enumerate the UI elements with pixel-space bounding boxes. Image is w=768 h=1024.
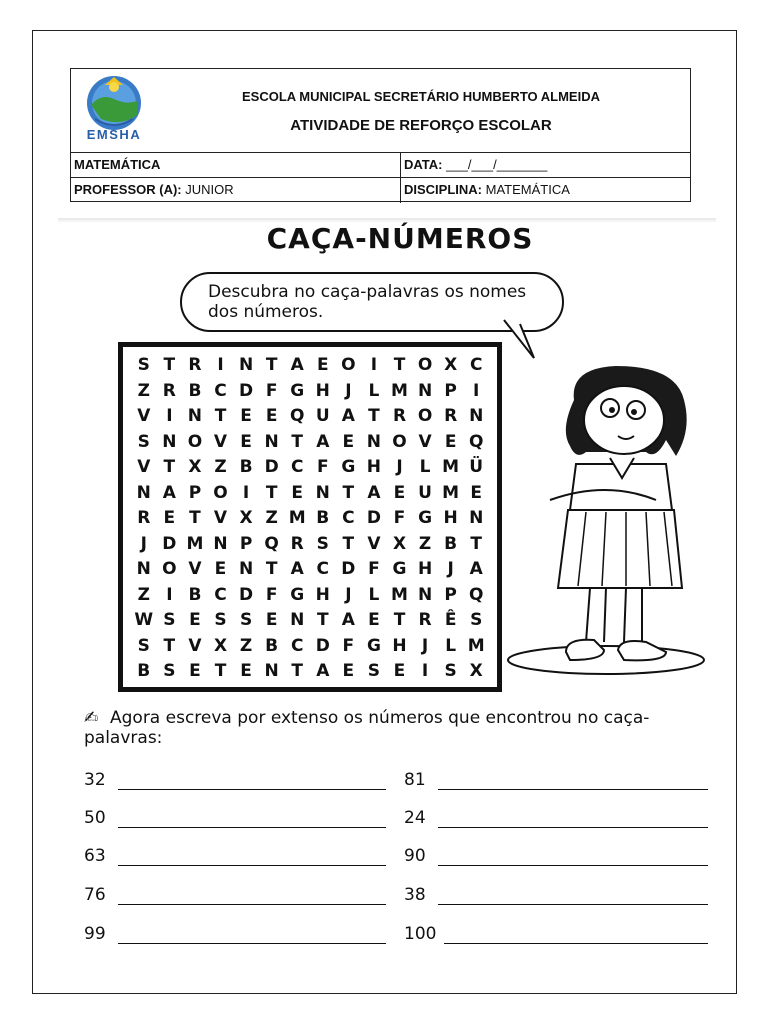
grid-letter[interactable]: S [444, 661, 457, 681]
grid-letter[interactable]: R [162, 380, 176, 401]
grid-letter[interactable]: M [391, 380, 408, 401]
grid-letter[interactable]: I [421, 661, 429, 681]
answer-line[interactable] [118, 904, 386, 905]
grid-letter[interactable]: M [391, 584, 408, 605]
answer-line[interactable] [438, 904, 708, 905]
grid-letter[interactable]: T [393, 610, 406, 630]
grid-letter[interactable]: N [238, 355, 254, 375]
instruction [84, 708, 724, 748]
answer-number: 100 [404, 924, 437, 944]
grid-letter[interactable]: X [213, 635, 228, 656]
grid-letter[interactable]: E [163, 508, 176, 528]
grid-letter[interactable]: W [134, 610, 154, 630]
grid-letter[interactable]: M [288, 508, 306, 528]
answer-row-left-4 [84, 885, 386, 909]
grid-letter[interactable]: S [367, 661, 381, 681]
answer-number: 24 [404, 808, 426, 828]
logo-text: EMSHA [86, 127, 142, 142]
grid-letter[interactable]: V [213, 431, 228, 452]
grid-letter[interactable]: F [265, 584, 278, 605]
grid-letter[interactable]: N [417, 584, 433, 605]
grid-letter[interactable]: I [217, 355, 224, 375]
grid-letter[interactable]: S [137, 431, 150, 452]
grid-letter[interactable]: E [189, 610, 201, 630]
answer-number: 32 [84, 770, 106, 790]
grid-letter[interactable]: G [366, 635, 381, 656]
grid-letter[interactable]: A [469, 559, 483, 579]
grid-letter[interactable]: J [345, 380, 352, 401]
grid-letter[interactable]: U [315, 406, 330, 426]
grid-letter[interactable]: E [368, 610, 380, 630]
grid-letter[interactable]: E [342, 431, 355, 452]
grid-letter[interactable]: I [473, 380, 480, 401]
grid-letter[interactable]: C [290, 457, 304, 477]
grid-letter[interactable]: T [214, 406, 227, 426]
grid-letter[interactable]: T [214, 661, 227, 681]
grid-letter[interactable]: B [444, 533, 458, 554]
grid-letter[interactable]: T [265, 482, 278, 503]
grid-letter[interactable]: E [393, 661, 406, 681]
grid-letter[interactable]: E [291, 482, 304, 503]
grid-letter[interactable]: X [392, 533, 407, 554]
grid-letter[interactable]: O [162, 559, 177, 579]
grid-letter[interactable]: G [290, 380, 305, 401]
grid-letter[interactable]: T [163, 635, 176, 656]
grid-letter[interactable]: N [136, 482, 151, 503]
grid-letter[interactable]: Q [468, 431, 484, 452]
grid-letter[interactable]: H [315, 584, 330, 605]
grid-letter[interactable]: N [290, 610, 305, 630]
grid-letter[interactable]: D [366, 508, 381, 528]
grid-letter[interactable]: P [188, 482, 202, 503]
grid-letter[interactable]: G [341, 457, 356, 477]
grid-letter[interactable]: T [265, 355, 278, 375]
grid-letter[interactable]: P [239, 533, 253, 554]
grid-letter[interactable]: Q [264, 533, 279, 554]
grid-letter[interactable]: H [392, 635, 407, 656]
grid-letter[interactable]: E [265, 610, 278, 630]
grid-letter[interactable]: Z [239, 635, 253, 656]
grid-letter[interactable]: F [342, 635, 355, 656]
grid-letter[interactable]: N [315, 482, 330, 503]
grid-letter[interactable]: V [418, 431, 432, 452]
grid-letter[interactable]: D [239, 584, 254, 605]
school-name: ESCOLA MUNICIPAL SECRETÁRIO HUMBERTO ALMEIDA [242, 89, 600, 104]
answer-row-left-5 [84, 924, 386, 948]
answer-number: 50 [84, 808, 106, 828]
discipline-value: MATEMÁTICA [485, 182, 570, 197]
grid-letter[interactable]: V [137, 406, 151, 426]
grid-letter[interactable]: T [316, 610, 329, 630]
grid-letter[interactable]: N [213, 533, 228, 554]
grid-letter[interactable]: S [163, 661, 176, 681]
answer-line[interactable] [118, 827, 386, 828]
grid-letter[interactable]: D [239, 380, 254, 401]
grid-letter[interactable]: A [341, 406, 355, 426]
grid-letter[interactable]: B [188, 584, 202, 605]
grid-letter[interactable]: H [366, 457, 382, 477]
grid-letter[interactable]: F [393, 508, 406, 528]
answer-number: 63 [84, 846, 106, 866]
grid-letter[interactable]: X [444, 355, 458, 375]
grid-letter[interactable]: E [240, 661, 252, 681]
grid-letter[interactable]: O [341, 355, 356, 375]
grid-letter[interactable]: J [345, 584, 352, 605]
answer-number: 99 [84, 924, 106, 944]
grid-letter[interactable]: N [264, 661, 279, 681]
grid-letter[interactable]: H [443, 508, 458, 528]
grid-letter[interactable]: C [214, 584, 227, 605]
grid-letter[interactable]: D [264, 457, 279, 477]
grid-letter[interactable]: A [162, 482, 176, 503]
grid-letter[interactable]: A [341, 610, 355, 630]
answer-row-right-4 [404, 885, 708, 909]
grid-letter[interactable]: N [162, 431, 177, 452]
grid-letter[interactable]: S [470, 610, 483, 630]
grid-letter[interactable]: N [366, 431, 382, 452]
grid-letter[interactable]: B [239, 457, 253, 477]
grid-letter[interactable]: U [418, 482, 432, 503]
answer-line[interactable] [118, 943, 386, 944]
grid-letter[interactable]: L [368, 380, 380, 401]
answer-line[interactable] [438, 827, 708, 828]
grid-letter[interactable]: E [189, 661, 201, 681]
grid-letter[interactable]: O [187, 431, 203, 452]
grid-letter[interactable]: F [368, 559, 380, 579]
grid-letter[interactable]: F [316, 457, 329, 477]
answer-line[interactable] [118, 789, 386, 790]
grid-letter[interactable]: P [444, 584, 457, 605]
grid-letter[interactable]: I [166, 584, 173, 605]
grid-letter[interactable]: D [341, 559, 356, 579]
grid-letter[interactable]: N [187, 406, 203, 426]
grid-letter[interactable]: G [418, 508, 433, 528]
grid-letter[interactable]: X [239, 508, 253, 528]
grid-letter[interactable]: R [418, 610, 432, 630]
grid-letter[interactable]: D [162, 533, 177, 554]
grid-letter[interactable]: S [239, 610, 253, 630]
grid-letter[interactable]: S [214, 610, 227, 630]
grid-letter[interactable]: S [316, 533, 329, 554]
grid-letter[interactable]: Z [137, 380, 150, 401]
grid-letter[interactable]: R [392, 406, 407, 426]
grid-letter[interactable]: S [163, 610, 176, 630]
grid-letter[interactable]: M [442, 482, 460, 503]
grid-letter[interactable]: Ê [444, 610, 457, 630]
grid-letter[interactable]: N [264, 431, 279, 452]
grid-letter[interactable]: N [238, 559, 254, 579]
grid-letter[interactable]: E [393, 482, 406, 503]
grid-letter[interactable]: T [393, 355, 406, 375]
grid-letter[interactable]: R [290, 533, 304, 554]
grid-letter[interactable]: O [392, 431, 407, 452]
grid-letter[interactable]: N [136, 559, 151, 579]
grid-letter[interactable]: T [342, 482, 355, 503]
grid-letter[interactable]: T [163, 355, 176, 375]
grid-letter[interactable]: H [417, 559, 433, 579]
grid-letter[interactable]: A [290, 355, 304, 375]
answer-line[interactable] [444, 943, 708, 944]
grid-letter[interactable]: R [188, 355, 202, 375]
grid-letter[interactable]: V [213, 508, 228, 528]
grid-letter[interactable]: V [188, 559, 202, 579]
date-value: ___/___/_______ [446, 157, 548, 172]
grid-letter[interactable]: L [368, 584, 380, 605]
header-row-teacher [71, 178, 690, 203]
hand-pencil-icon: ✍ [84, 708, 99, 728]
grid-letter[interactable]: T [342, 533, 355, 554]
word-search-letters [131, 353, 489, 685]
answer-row-left-2 [84, 808, 386, 832]
grid-letter[interactable]: E [265, 406, 278, 426]
grid-letter[interactable]: P [444, 380, 457, 401]
grid-letter[interactable]: E [316, 355, 329, 375]
header-row-subject [71, 153, 690, 178]
grid-letter[interactable]: E [342, 661, 355, 681]
grid-letter[interactable]: B [137, 661, 151, 681]
grid-letter[interactable]: A [316, 431, 330, 452]
grid-letter[interactable]: B [316, 508, 330, 528]
grid-letter[interactable]: T [265, 559, 278, 579]
grid-letter[interactable]: B [188, 380, 202, 401]
grid-letter[interactable]: Q [289, 406, 305, 426]
word-search-grid [118, 342, 502, 692]
grid-letter[interactable]: C [469, 355, 483, 375]
grid-letter[interactable]: T [470, 533, 482, 554]
grid-letter[interactable]: C [316, 559, 330, 579]
grid-letter[interactable]: L [445, 635, 457, 656]
grid-letter[interactable]: T [368, 406, 380, 426]
grid-letter[interactable]: A [316, 661, 330, 681]
grid-letter[interactable]: M [186, 533, 204, 554]
globe-icon [81, 75, 151, 135]
grid-letter[interactable]: E [470, 482, 483, 503]
grid-letter[interactable]: F [265, 380, 278, 401]
grid-letter[interactable]: X [188, 457, 202, 477]
grid-letter[interactable]: R [137, 508, 151, 528]
grid-letter[interactable]: L [419, 457, 431, 477]
grid-letter[interactable]: J [421, 635, 429, 656]
answer-row-left-3 [84, 846, 386, 870]
grid-letter[interactable]: J [396, 457, 403, 477]
grid-letter[interactable]: N [469, 508, 484, 528]
grid-letter[interactable]: E [240, 406, 252, 426]
answer-line[interactable] [438, 865, 708, 866]
answer-number: 38 [404, 885, 426, 905]
grid-letter[interactable]: E [214, 559, 227, 579]
grid-letter[interactable]: S [137, 355, 150, 375]
grid-letter[interactable]: I [166, 406, 173, 426]
grid-letter[interactable]: M [442, 457, 460, 477]
discipline-cell [401, 178, 690, 203]
answer-number: 81 [404, 770, 426, 790]
grid-letter[interactable]: G [290, 584, 305, 605]
answer-number: 76 [84, 885, 106, 905]
grid-letter[interactable]: V [367, 533, 381, 554]
speech-line-1: Descubra no caça-palavras os nomes [208, 282, 527, 302]
activity-title: ATIVIDADE DE REFORÇO ESCOLAR [290, 117, 552, 134]
girl-illustration [506, 360, 712, 678]
header-table [70, 68, 691, 202]
grid-letter[interactable]: B [265, 635, 279, 656]
grid-letter[interactable]: E [444, 431, 457, 452]
grid-letter[interactable]: O [213, 482, 228, 503]
answer-row-right-1 [404, 770, 708, 794]
grid-letter[interactable]: O [417, 355, 433, 375]
teacher-value: JUNIOR [185, 182, 234, 197]
teacher-cell [71, 178, 401, 203]
grid-letter[interactable]: I [370, 355, 378, 375]
date-label: DATA: [404, 157, 443, 172]
grid-letter[interactable]: V [137, 457, 151, 477]
answer-line[interactable] [118, 865, 386, 866]
grid-letter[interactable]: C [214, 380, 227, 401]
grid-letter[interactable]: N [469, 406, 484, 426]
grid-letter[interactable]: A [367, 482, 381, 503]
grid-letter[interactable]: Z [265, 508, 278, 528]
header-top [71, 69, 690, 153]
grid-letter[interactable]: J [447, 559, 454, 579]
grid-letter[interactable]: Z [137, 584, 150, 605]
grid-letter[interactable]: T [291, 431, 303, 452]
grid-letter[interactable]: G [392, 559, 407, 579]
discipline-label: DISCIPLINA: [404, 182, 482, 197]
grid-letter[interactable]: T [189, 508, 201, 528]
date-cell [401, 153, 690, 178]
grid-letter[interactable]: D [315, 635, 330, 656]
grid-letter[interactable]: I [242, 482, 250, 503]
answer-number: 90 [404, 846, 426, 866]
teacher-label: PROFESSOR (A): [74, 182, 182, 197]
answer-row-left-1 [84, 770, 386, 794]
answer-row-right-2 [404, 808, 708, 832]
answer-row-right-3 [404, 846, 708, 870]
grid-letter[interactable]: H [315, 380, 330, 401]
subject-label: MATEMÁTICA [71, 153, 401, 178]
answer-line[interactable] [438, 789, 708, 790]
grid-letter[interactable]: S [137, 635, 150, 656]
grid-letter[interactable]: X [469, 661, 483, 681]
grid-letter[interactable]: T [291, 661, 303, 681]
grid-letter[interactable]: A [290, 559, 304, 579]
grid-letter[interactable]: J [140, 533, 147, 554]
grid-letter[interactable]: V [188, 635, 202, 656]
speech-bubble-tail [500, 318, 540, 362]
answer-row-right-5 [404, 924, 708, 948]
grid-letter[interactable]: Q [468, 584, 484, 605]
grid-letter[interactable]: C [342, 508, 355, 528]
grid-letter[interactable]: Ü [469, 457, 484, 477]
grid-letter[interactable]: M [467, 635, 485, 656]
speech-line-2: dos números. [208, 302, 324, 322]
instruction-text: Agora escreva por extenso os números que encontrou no caça-palavras: [84, 708, 650, 748]
grid-letter[interactable]: O [417, 406, 433, 426]
page-title: CAÇA-NÚMEROS [266, 222, 534, 255]
grid-letter[interactable]: N [417, 380, 433, 401]
grid-letter[interactable]: Z [418, 533, 432, 554]
grid-letter[interactable]: Z [214, 457, 227, 477]
grid-letter[interactable]: E [240, 431, 252, 452]
grid-letter[interactable]: T [163, 457, 176, 477]
grid-letter[interactable]: R [444, 406, 458, 426]
grid-letter[interactable]: C [290, 635, 304, 656]
